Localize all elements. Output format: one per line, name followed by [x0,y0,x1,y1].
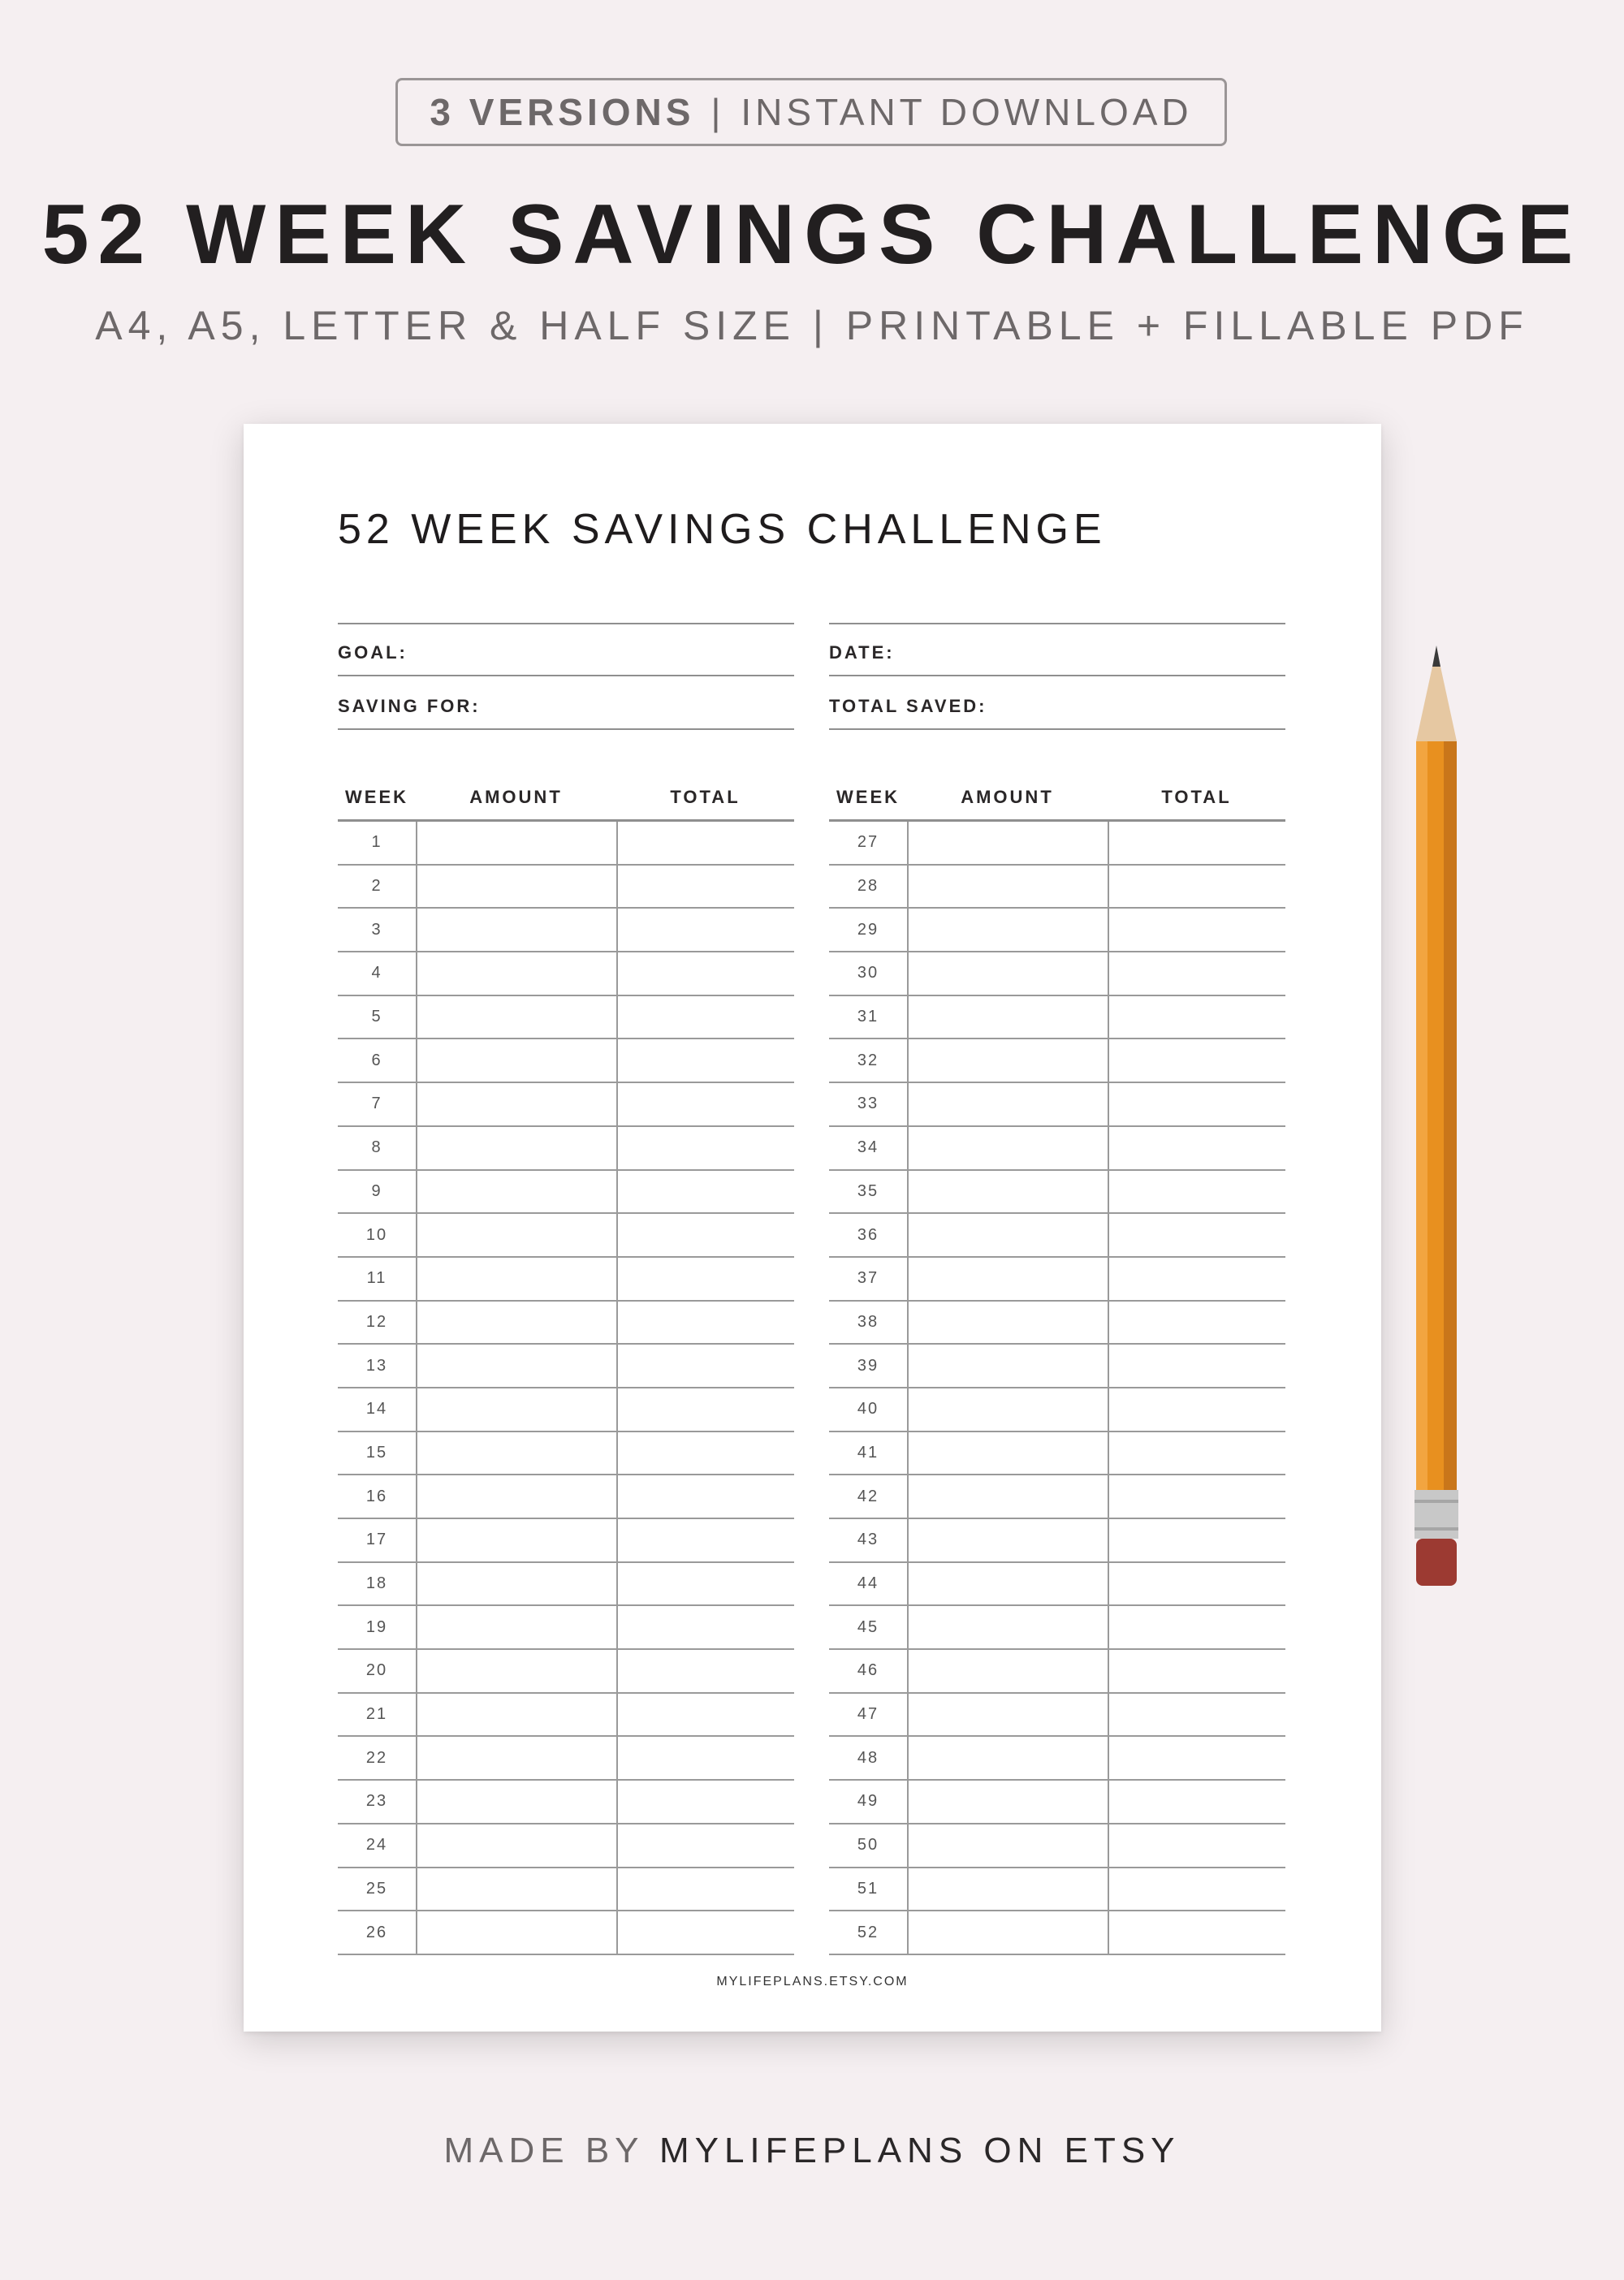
amount-cell[interactable] [907,952,1108,995]
week-number: 25 [365,1879,388,1898]
total-saved-label: TOTAL SAVED: [829,696,987,716]
amount-cell[interactable] [416,1519,616,1561]
table-row [829,952,1285,996]
table-row [338,866,794,909]
week-number: 38 [857,1312,879,1331]
table-row [829,822,1285,866]
week-number: 36 [857,1225,879,1244]
total-cell[interactable] [616,1345,794,1387]
total-saved-field[interactable] [829,676,1285,730]
badge-separator: | [710,91,725,133]
table-row [338,909,794,952]
total-cell[interactable] [616,866,794,908]
week-number: 26 [365,1923,388,1941]
table-row [829,1302,1285,1345]
week-number: 9 [371,1181,382,1200]
amount-cell[interactable] [416,1214,616,1256]
table-row [338,1737,794,1781]
amount-cell[interactable] [907,1519,1108,1561]
total-cell[interactable] [1108,1475,1285,1518]
table-row [829,1214,1285,1258]
amount-cell[interactable] [907,1432,1108,1475]
week-number: 1 [371,833,382,852]
total-cell[interactable] [1108,866,1285,908]
total-cell[interactable] [616,1302,794,1344]
week-number: 2 [371,877,382,896]
total-cell[interactable] [616,1694,794,1736]
table-row [338,1519,794,1563]
total-cell[interactable] [616,1606,794,1648]
table-row [829,996,1285,1040]
total-cell[interactable] [616,1127,794,1169]
week-number: 47 [857,1705,879,1724]
table-row [338,1563,794,1607]
week-number: 5 [371,1008,382,1026]
table-rows [338,822,794,1955]
amount-cell[interactable] [416,1911,616,1954]
saving-for-label: SAVING FOR: [338,696,481,716]
week-number: 12 [365,1312,388,1331]
week-number: 46 [857,1661,879,1680]
table-row [338,1127,794,1171]
amount-cell[interactable] [907,1824,1108,1867]
total-cell[interactable] [616,822,794,864]
week-number: 51 [857,1879,879,1898]
total-cell[interactable] [616,1563,794,1605]
week-number: 4 [371,964,382,982]
table-row [829,1694,1285,1738]
week-number: 19 [365,1617,388,1636]
amount-cell[interactable] [907,1781,1108,1823]
week-number: 8 [371,1138,382,1157]
table-row [829,1781,1285,1824]
total-cell[interactable] [1108,952,1285,995]
table-row [829,1475,1285,1519]
amount-cell[interactable] [416,1737,616,1779]
table-row [829,866,1285,909]
amount-cell[interactable] [907,866,1108,908]
table-row [338,1432,794,1476]
date-field[interactable] [829,623,1285,676]
total-cell[interactable] [616,1475,794,1518]
made-by-footer [0,2131,1624,2171]
amount-cell[interactable] [907,1083,1108,1125]
week-number: 6 [371,1051,382,1069]
table-row [338,996,794,1040]
total-cell[interactable] [1108,1650,1285,1692]
amount-cell[interactable] [416,909,616,951]
amount-cell[interactable] [907,1475,1108,1518]
total-cell[interactable] [1108,1345,1285,1387]
table-row [338,1650,794,1694]
badge-download-text: INSTANT DOWNLOAD [741,91,1193,133]
amount-cell[interactable] [907,1127,1108,1169]
amount-cell[interactable] [416,1563,616,1605]
week-number: 29 [857,920,879,939]
amount-cell[interactable] [416,866,616,908]
table-row [338,1214,794,1258]
table-row [829,1737,1285,1781]
table-row [338,1388,794,1432]
table-row [338,1039,794,1083]
week-number: 35 [857,1181,879,1200]
amount-cell[interactable] [416,1650,616,1692]
total-cell[interactable] [616,1039,794,1082]
week-number: 7 [371,1095,382,1113]
total-cell[interactable] [1108,1563,1285,1605]
total-cell[interactable] [1108,1911,1285,1954]
total-cell[interactable] [616,1083,794,1125]
headline: 52 WEEK SAVINGS CHALLENGE [41,188,1583,282]
week-number: 23 [365,1792,388,1811]
badge-versions-text: 3 VERSIONS [430,91,695,133]
table-row [338,1345,794,1388]
week-number: 3 [371,920,382,939]
amount-cell[interactable] [416,952,616,995]
week-number: 17 [365,1531,388,1549]
date-label: DATE: [829,642,895,663]
total-cell[interactable] [616,1737,794,1779]
saving-for-field[interactable] [338,676,794,730]
week-number: 24 [365,1836,388,1855]
week-number: 27 [857,833,879,852]
week-number: 15 [365,1443,388,1462]
total-cell[interactable] [1108,1214,1285,1256]
sheet-title: 52 WEEK SAVINGS CHALLENGE [338,506,1107,553]
made-by-brand: MYLIFEPLANS ON ETSY [659,2131,1181,2170]
table-row [829,1258,1285,1302]
amount-cell[interactable] [416,1388,616,1431]
total-cell[interactable] [1108,1171,1285,1213]
total-cell[interactable] [616,1214,794,1256]
amount-cell[interactable] [907,1345,1108,1387]
total-cell[interactable] [616,996,794,1039]
amount-cell[interactable] [416,1345,616,1387]
amount-cell[interactable] [416,1171,616,1213]
week-number: 48 [857,1748,879,1767]
table-row [829,1127,1285,1171]
amount-column-header: AMOUNT [469,787,563,807]
amount-cell[interactable] [907,1214,1108,1256]
table-row [338,1781,794,1824]
week-number: 20 [365,1661,388,1680]
amount-cell[interactable] [907,1694,1108,1736]
week-number: 11 [366,1269,387,1288]
total-cell[interactable] [1108,1519,1285,1561]
total-cell[interactable] [1108,1039,1285,1082]
amount-cell[interactable] [416,1127,616,1169]
week-number: 31 [857,1008,879,1026]
table-row [338,1868,794,1912]
week-number: 45 [857,1617,879,1636]
amount-cell[interactable] [416,1868,616,1911]
total-cell[interactable] [1108,1432,1285,1475]
amount-cell[interactable] [907,1606,1108,1648]
amount-cell[interactable] [416,1475,616,1518]
table-row [829,1345,1285,1388]
total-cell[interactable] [1108,1388,1285,1431]
table-row [338,1475,794,1519]
amount-cell[interactable] [907,1388,1108,1431]
amount-cell[interactable] [416,1432,616,1475]
table-row [338,1302,794,1345]
total-cell[interactable] [1108,1083,1285,1125]
subheadline: A4, A5, LETTER & HALF SIZE | PRINTABLE + FILLABLE PDF [95,303,1529,348]
week-number: 39 [857,1356,879,1375]
week-number: 30 [857,964,879,982]
total-cell[interactable] [1108,1737,1285,1779]
table-row [829,1563,1285,1607]
total-cell[interactable] [1108,1781,1285,1823]
table-row [338,1824,794,1868]
made-by-prefix: MADE BY [443,2131,644,2170]
total-cell[interactable] [1108,1302,1285,1344]
table-row [338,1911,794,1955]
total-cell[interactable] [1108,1868,1285,1911]
week-number: 28 [857,877,879,896]
table-row [829,1606,1285,1650]
amount-cell[interactable] [907,1868,1108,1911]
week-number: 21 [365,1705,388,1724]
total-cell[interactable] [1108,822,1285,864]
table-row [829,1171,1285,1215]
total-cell[interactable] [616,1388,794,1431]
amount-cell[interactable] [907,822,1108,864]
total-cell[interactable] [1108,1258,1285,1300]
printable-sheet [244,424,1381,2032]
week-number: 16 [365,1487,388,1505]
total-cell[interactable] [616,952,794,995]
weeks-table-right [829,757,1285,1955]
week-number: 44 [857,1574,879,1593]
week-number: 37 [857,1269,879,1288]
amount-cell[interactable] [416,1781,616,1823]
sheet-footer-url: MYLIFEPLANS.ETSY.COM [716,1975,909,1989]
amount-cell[interactable] [416,1824,616,1867]
total-cell[interactable] [616,1781,794,1823]
week-number: 40 [857,1400,879,1419]
total-column-header: TOTAL [1161,787,1232,807]
week-number: 33 [857,1095,879,1113]
table-row [829,1519,1285,1563]
amount-cell[interactable] [907,909,1108,951]
table-row [829,1083,1285,1127]
total-cell[interactable] [616,909,794,951]
week-number: 22 [365,1748,388,1767]
table-row [338,1258,794,1302]
amount-cell[interactable] [907,996,1108,1039]
table-row [829,1432,1285,1476]
week-number: 41 [857,1443,879,1462]
versions-badge [395,78,1227,146]
amount-cell[interactable] [907,1302,1108,1344]
table-header [338,757,794,822]
table-row [338,952,794,996]
amount-cell[interactable] [907,1258,1108,1300]
week-number: 14 [365,1400,388,1419]
total-column-header: TOTAL [670,787,741,807]
week-number: 32 [857,1051,879,1069]
amount-cell[interactable] [416,822,616,864]
amount-column-header: AMOUNT [961,787,1054,807]
total-cell[interactable] [1108,1127,1285,1169]
week-number: 43 [857,1531,879,1549]
table-row [338,1606,794,1650]
week-column-header: WEEK [345,787,408,807]
table-row [829,1039,1285,1083]
amount-cell[interactable] [416,1083,616,1125]
table-row [829,1824,1285,1868]
table-rows [829,822,1285,1955]
table-row [829,1868,1285,1912]
total-cell[interactable] [616,1258,794,1300]
total-cell[interactable] [1108,909,1285,951]
table-row [338,1694,794,1738]
amount-cell[interactable] [907,1171,1108,1213]
amount-cell[interactable] [416,1302,616,1344]
table-row [829,909,1285,952]
weeks-table-left [338,757,794,1955]
total-cell[interactable] [616,1911,794,1954]
goal-field[interactable] [338,623,794,676]
amount-cell[interactable] [416,1258,616,1300]
pencil-image [1413,646,1460,1591]
table-row [338,1171,794,1215]
amount-cell[interactable] [907,1039,1108,1082]
total-cell[interactable] [616,1824,794,1867]
table-row [829,1650,1285,1694]
amount-cell[interactable] [907,1563,1108,1605]
amount-cell[interactable] [907,1911,1108,1954]
amount-cell[interactable] [416,1606,616,1648]
table-header [829,757,1285,822]
week-number: 50 [857,1836,879,1855]
goal-label: GOAL: [338,642,408,663]
total-cell[interactable] [1108,1694,1285,1736]
total-cell[interactable] [616,1432,794,1475]
total-cell[interactable] [1108,1606,1285,1648]
week-number: 49 [857,1792,879,1811]
table-row [338,1083,794,1127]
table-row [829,1388,1285,1432]
amount-cell[interactable] [416,996,616,1039]
total-cell[interactable] [616,1868,794,1911]
table-row [338,822,794,866]
week-number: 13 [365,1356,388,1375]
total-cell[interactable] [616,1650,794,1692]
total-cell[interactable] [616,1171,794,1213]
week-number: 42 [857,1487,879,1505]
week-number: 52 [857,1923,879,1941]
amount-cell[interactable] [416,1694,616,1736]
total-cell[interactable] [1108,1824,1285,1867]
total-cell[interactable] [1108,996,1285,1039]
amount-cell[interactable] [907,1650,1108,1692]
amount-cell[interactable] [416,1039,616,1082]
table-row [829,1911,1285,1955]
week-number: 10 [365,1225,388,1244]
amount-cell[interactable] [907,1737,1108,1779]
week-number: 18 [365,1574,388,1593]
week-column-header: WEEK [836,787,900,807]
week-number: 34 [857,1138,879,1157]
total-cell[interactable] [616,1519,794,1561]
